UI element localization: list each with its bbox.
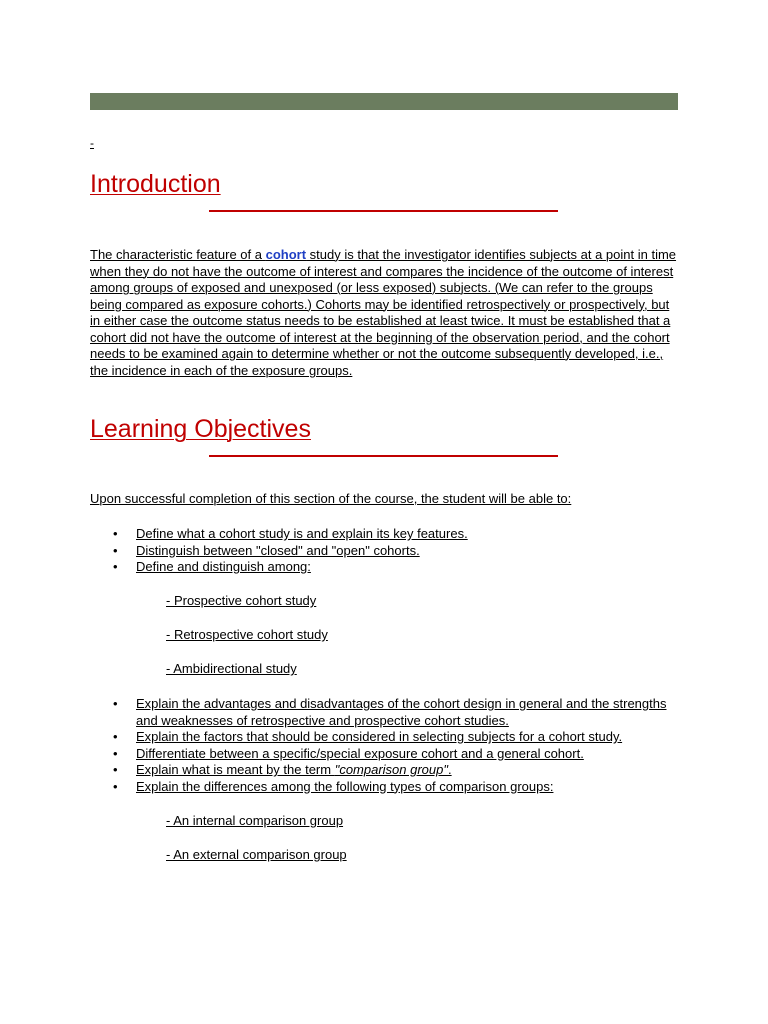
introduction-paragraph bbox=[90, 247, 680, 379]
list-item: • Define and distinguish among: bbox=[113, 559, 311, 574]
introduction-heading: Introduction bbox=[90, 170, 221, 198]
bullet-icon: • bbox=[113, 778, 118, 794]
header-bar bbox=[90, 93, 678, 110]
bullet-icon: • bbox=[113, 762, 118, 777]
comparison-group-term: "comparison group" bbox=[334, 762, 448, 777]
intro-text-rest: study is that the investigator identifies subjects at a point in time when they do not have the outcome of interest and compares the incidence of the outcome of interest among groups of exposed and unexposed (or less exposed) subjects. (We can refer to the groups being compared as exposure cohorts.) Cohorts may be identified retrospectively or prospectively, but in either case the outcome status needs to be established at least twice. It must be established that a cohort did not have the outcome of interest at the beginning of the observation period, and the cohort needs to be examined again to determine whether or not the outcome subsequently developed, i.e., the incidence in each of the exposure groups. bbox=[90, 247, 677, 378]
sub-item-prospective: - Prospective cohort study bbox=[166, 593, 317, 608]
list-item: • Explain the differences among the following types of comparison groups: bbox=[113, 778, 554, 794]
bullet-icon: • bbox=[113, 526, 118, 541]
list-item: • Distinguish between "closed" and "open" cohorts. bbox=[113, 542, 420, 558]
bullet-icon: • bbox=[113, 696, 118, 711]
objectives-list-1 bbox=[90, 526, 680, 576]
list-item: • Explain the advantages and disadvantages of the cohort design in general and the strengths and weaknesses of retrospective and prospective cohort studies. bbox=[113, 696, 667, 728]
sub-item-retrospective: - Retrospective cohort study bbox=[166, 627, 328, 642]
cohort-link[interactable]: cohort bbox=[265, 247, 307, 262]
list-item: • Differentiate between a specific/special exposure cohort and a general cohort. bbox=[113, 745, 584, 761]
intro-text-start: The characteristic feature of a bbox=[90, 247, 266, 262]
list-item: • Define what a cohort study is and explain its key features. bbox=[113, 526, 468, 541]
learning-objectives-heading: Learning Objectives bbox=[90, 415, 311, 443]
introduction-rule bbox=[209, 210, 558, 212]
bullet-icon: • bbox=[113, 559, 118, 574]
list-item: • Explain what is meant by the term "comparison group". bbox=[113, 762, 452, 777]
list-item: • Explain the factors that should be considered in selecting subjects for a cohort study. bbox=[113, 729, 623, 744]
objectives-lead: Upon successful completion of this section of the course, the student will be able to: bbox=[90, 491, 572, 506]
bullet-icon: • bbox=[113, 729, 118, 744]
objectives-list-2 bbox=[90, 696, 680, 795]
bullet-icon: • bbox=[113, 745, 118, 761]
learning-objectives-rule bbox=[209, 455, 558, 457]
sub-item-external-comparison: - An external comparison group bbox=[166, 847, 347, 862]
sub-item-internal-comparison: - An internal comparison group bbox=[166, 813, 344, 828]
anchor-dash: - bbox=[90, 136, 94, 150]
sub-item-ambidirectional: - Ambidirectional study bbox=[166, 661, 297, 676]
bullet-icon: • bbox=[113, 542, 118, 558]
